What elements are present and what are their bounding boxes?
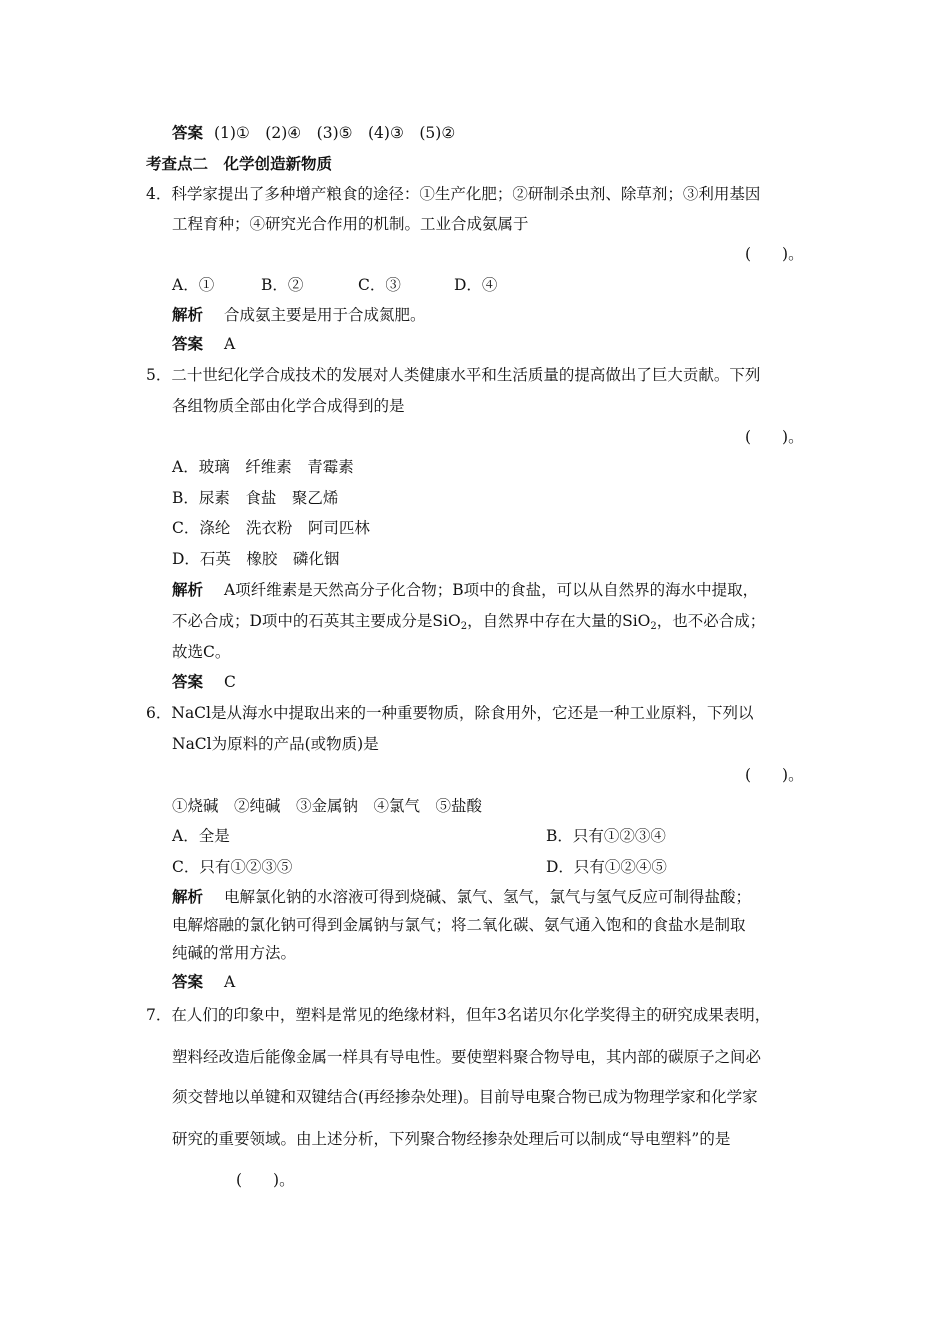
q5-answer-paren: ( )。 bbox=[745, 428, 804, 446]
q5-analysis-line1 bbox=[172, 580, 758, 600]
q6-line1 bbox=[146, 703, 754, 723]
question-number: 6． bbox=[146, 704, 172, 722]
q6-analysis-line1 bbox=[172, 887, 751, 907]
analysis-text: 电解氯化钠的水溶液可得到烧碱、氯气、氢气，氯气与氢气反应可制得盐酸； bbox=[224, 888, 752, 906]
q6-line2: NaCl为原料的产品(或物质)是 bbox=[172, 735, 379, 753]
question-number: 5． bbox=[146, 366, 172, 384]
q7-answer-paren: ( )。 bbox=[236, 1171, 295, 1189]
answer-label: 答案 bbox=[172, 672, 204, 691]
analysis-label: 解析 bbox=[172, 887, 204, 906]
analysis-text: ，自然界中存在大量的SiO bbox=[467, 612, 651, 630]
section-heading: 考查点二 化学创造新物质 bbox=[146, 154, 333, 173]
answer-value: A bbox=[224, 335, 236, 353]
q6-analysis-line2: 电解熔融的氯化钠可得到金属钠与氯气；将二氧化碳、氨气通入饱和的食盐水是制取 bbox=[172, 916, 746, 934]
question-text: 二十世纪化学合成技术的发展对人类健康水平和生活质量的提高做出了巨大贡献。下列 bbox=[171, 366, 761, 384]
subscript: 2 bbox=[650, 621, 657, 632]
analysis-label: 解析 bbox=[172, 580, 204, 599]
question-text: 科学家提出了多种增产粮食的途径：①生产化肥；②研制杀虫剂、除草剂；③利用基因 bbox=[171, 185, 761, 203]
q6-answer-paren: ( )。 bbox=[745, 766, 804, 784]
question-text: NaCl是从海水中提取出来的一种重要物质，除食用外，它还是一种工业原料，下列以 bbox=[171, 704, 754, 722]
q4-option-c: C．③ bbox=[358, 276, 401, 294]
q4-answer-paren: ( )。 bbox=[745, 245, 804, 263]
q5-option-a: A．玻璃 纤维素 青霉素 bbox=[172, 458, 354, 476]
q4-option-b: B．② bbox=[261, 276, 304, 294]
answer-value: A bbox=[224, 973, 236, 991]
q5-line1 bbox=[146, 365, 760, 385]
q5-line2: 各组物质全部由化学合成得到的是 bbox=[172, 397, 405, 415]
q6-answer bbox=[172, 972, 235, 992]
q6-option-d: D．只有①②④⑤ bbox=[546, 858, 667, 876]
q5-answer bbox=[172, 672, 236, 692]
q7-line1 bbox=[146, 1005, 770, 1025]
answer-label: 答案 bbox=[172, 972, 204, 991]
answer-value: C bbox=[224, 673, 236, 691]
q5-option-b: B．尿素 食盐 聚乙烯 bbox=[172, 489, 339, 507]
q5-analysis-line3: 故选C。 bbox=[172, 643, 231, 661]
q7-line2: 塑料经改造后能像金属一样具有导电性。要使塑料聚合物导电，其内部的碳原子之间必 bbox=[172, 1048, 762, 1066]
question-text: 在人们的印象中，塑料是常见的绝缘材料，但年3名诺贝尔化学奖得主的研究成果表明， bbox=[171, 1006, 771, 1024]
q6-option-a: A．全是 bbox=[172, 827, 230, 845]
analysis-text: 合成氨主要是用于合成氮肥。 bbox=[224, 306, 426, 324]
answer-text: (1)① (2)④ (3)⑤ (4)③ (5)② bbox=[213, 124, 456, 142]
q4-answer bbox=[172, 334, 235, 354]
q5-option-c: C．涤纶 洗衣粉 阿司匹林 bbox=[172, 519, 370, 537]
previous-answer-line bbox=[172, 123, 455, 143]
subscript: 2 bbox=[460, 621, 468, 632]
answer-label: 答案 bbox=[172, 334, 204, 353]
q4-option-a: A．① bbox=[172, 276, 215, 294]
q4-line2: 工程育种；④研究光合作用的机制。工业合成氨属于 bbox=[172, 215, 529, 233]
analysis-label: 解析 bbox=[172, 305, 204, 324]
q6-option-c: C．只有①②③⑤ bbox=[172, 858, 293, 876]
q7-line3: 须交替地以单键和双键结合(再经掺杂处理)。目前导电聚合物已成为物理学家和化学家 bbox=[172, 1088, 758, 1106]
q4-line1 bbox=[146, 184, 760, 204]
answer-label: 答案 bbox=[172, 123, 204, 142]
q6-option-b: B．只有①②③④ bbox=[546, 827, 666, 845]
q5-option-d: D．石英 橡胶 磷化铟 bbox=[172, 550, 340, 568]
analysis-text: ，也不必合成； bbox=[656, 612, 766, 630]
question-number: 7． bbox=[146, 1006, 172, 1024]
analysis-text: 不必合成；D项中的石英其主要成分是SiO bbox=[172, 612, 461, 630]
q4-option-d: D．④ bbox=[454, 276, 498, 294]
q6-analysis-line3: 纯碱的常用方法。 bbox=[172, 944, 297, 962]
analysis-text: A项纤维素是天然高分子化合物；B项中的食盐，可以从自然界的海水中提取， bbox=[224, 581, 759, 599]
question-number: 4． bbox=[146, 185, 172, 203]
q6-items: ①烧碱 ②纯碱 ③金属钠 ④氯气 ⑤盐酸 bbox=[172, 797, 483, 815]
q7-line4: 研究的重要领域。由上述分析，下列聚合物经掺杂处理后可以制成“导电塑料”的是 bbox=[172, 1130, 731, 1148]
q4-analysis bbox=[172, 305, 426, 325]
q5-analysis-line2 bbox=[172, 611, 765, 631]
